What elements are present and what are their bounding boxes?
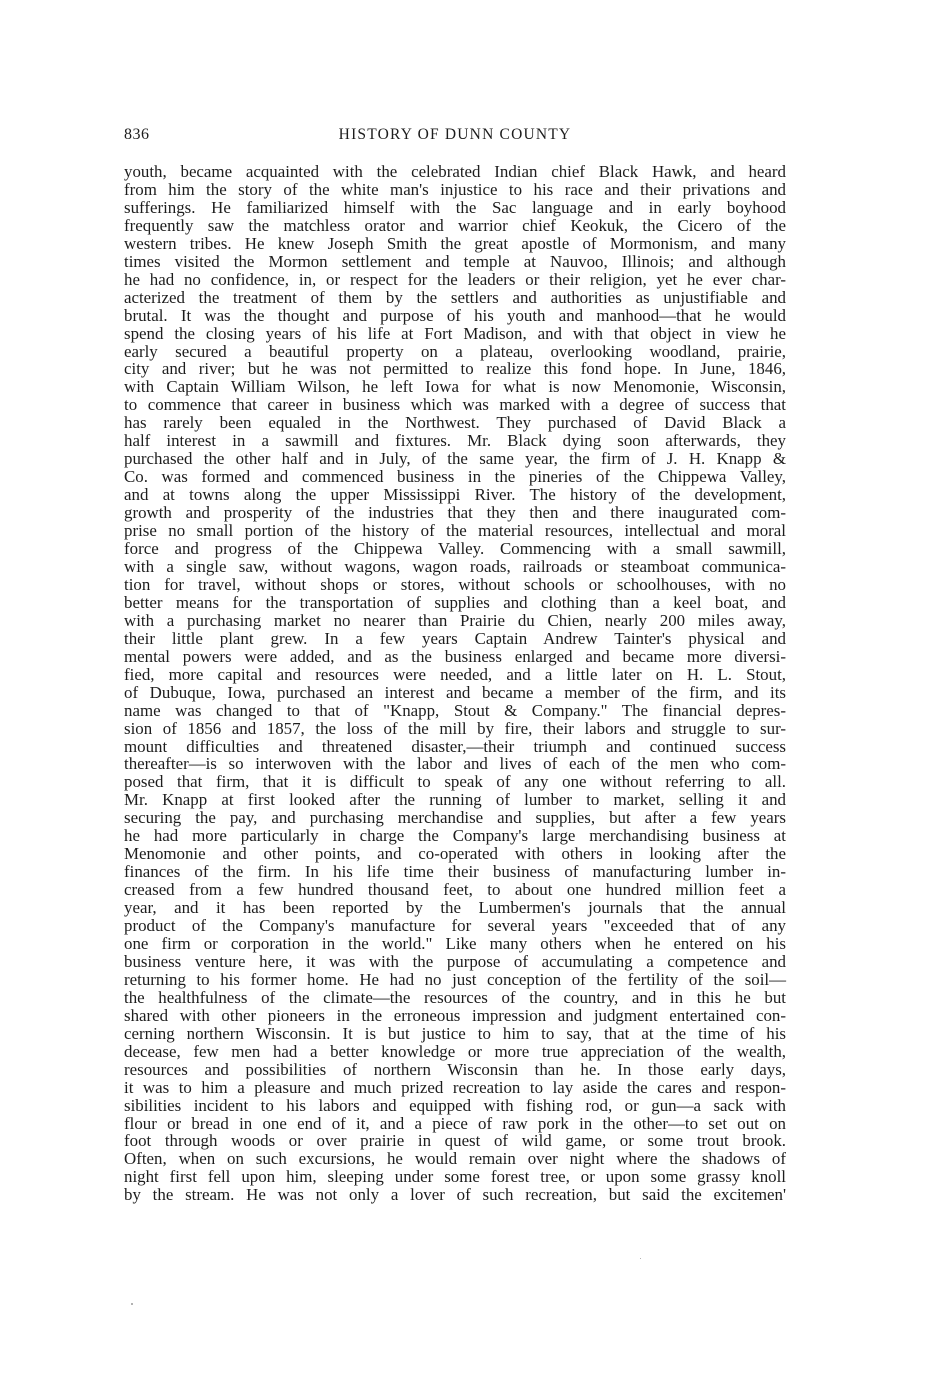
- text-line: it was to him a pleasure and much prized recreation to lay aside the cares and respon-: [124, 1077, 786, 1097]
- text-line: returning to his former home. He had no just conception of the fertility of the soil—: [124, 969, 786, 989]
- page-number: 836: [124, 126, 150, 143]
- text-line: times visited the Mormon settlement and temple at Nauvoo, Illinois; and although: [124, 251, 786, 271]
- text-line: flour or bread in one end of it, and a piece of raw pork in the other—to set out on: [124, 1113, 786, 1133]
- text-line: decease, few men had a better knowledge or more true appreciation of the wealth,: [124, 1041, 786, 1061]
- text-line: product of the Company's manufacture for several years "exceeded that of any: [124, 916, 786, 936]
- text-line: finances of the firm. In his life time their business of manufacturing lumber in-: [124, 862, 786, 882]
- paper-speck: [640, 1258, 641, 1259]
- text-line: half interest in a sawmill and fixtures. Mr. Black dying soon afterwards, they: [124, 431, 786, 451]
- text-line: shared with other pioneers in the erroneous impression and judgment entertained con-: [124, 1005, 786, 1025]
- text-line: from him the story of the white man's injustice to his race and their privations and: [124, 179, 786, 199]
- text-line: mount difficulties and threatened disaster,—their triumph and continued success: [124, 736, 786, 756]
- text-line: brutal. It was the thought and purpose of his youth and manhood—that he would: [124, 305, 786, 325]
- text-line: sibilities incident to his labors and equipped with fishing rod, or gun—a sack with: [124, 1095, 786, 1115]
- text-line: sufferings. He familiarized himself with the Sac language and in early boyhood: [124, 197, 786, 217]
- text-line: Co. was formed and commenced business in the pineries of the Chippewa Valley,: [124, 467, 786, 487]
- text-line: mental powers were added, and as the business enlarged and became more diversi-: [124, 646, 786, 666]
- text-line: Mr. Knapp at first looked after the running of lumber to market, selling it and: [124, 790, 786, 810]
- text-line: tion for travel, without shops or stores, without schools or schoolhouses, with no: [124, 574, 786, 594]
- text-line: foot through woods or over prairie in quest of wild game, or some trout brook.: [124, 1131, 786, 1151]
- text-line: night first fell upon him, sleeping under some forest tree, or upon some grassy knoll: [124, 1167, 786, 1187]
- running-title: HISTORY OF DUNN COUNTY: [338, 126, 572, 143]
- text-line: of Dubuque, Iowa, purchased an interest and became a member of the firm, and its: [124, 682, 786, 702]
- text-line: with a purchasing market no nearer than Prairie du Chien, nearly 200 miles away,: [124, 610, 786, 630]
- text-line: better means for the transportation of supplies and clothing than a keel boat, and: [124, 592, 786, 612]
- text-line: to commence that career in business which was marked with a degree of success that: [124, 395, 786, 415]
- text-line: with Captain William Wilson, he left Iowa for what is now Menomonie, Wisconsin,: [124, 377, 786, 397]
- text-line: Often, when on such excursions, he would remain over night where the shadows of: [124, 1149, 786, 1169]
- text-line: the healthfulness of the climate—the resources of the country, and in this he but: [124, 987, 786, 1007]
- text-line: early secured a beautiful property on a plateau, overlooking woodland, prairie,: [124, 341, 786, 361]
- text-line: one firm or corporation in the world." Like many others when he entered on his: [124, 933, 786, 953]
- text-line: Menomonie and other points, and co-operated with others in looking after the: [124, 844, 786, 864]
- text-line: posed that firm, that it is difficult to speak of any one without referring to all.: [124, 772, 786, 792]
- text-line: he had more particularly in charge the Company's large merchandising business at: [124, 826, 786, 846]
- text-line: frequently saw the matchless orator and warrior chief Keokuk, the Cicero of the: [124, 215, 786, 235]
- text-line: securing the pay, and purchasing merchandise and supplies, but after a few years: [124, 808, 786, 828]
- text-line: purchased the other half and in July, of the same year, the firm of J. H. Knapp &: [124, 449, 786, 469]
- text-line: business venture here, it was with the purpose of accumulating a competence and: [124, 951, 786, 971]
- text-line: has rarely been equaled in the Northwest. They purchased of David Black a: [124, 413, 786, 433]
- text-line: growth and prosperity of the industries that they then and there inaugurated com-: [124, 503, 786, 523]
- text-line: he had no confidence, in, or respect for the leaders or their religion, yet he ever char-: [124, 269, 786, 289]
- text-line: creased from a few hundred thousand feet, to about one hundred million feet a: [124, 880, 786, 900]
- text-line: city and river; but he was not permitted to realize this fond hope. In June, 1846,: [124, 359, 786, 379]
- text-line: force and progress of the Chippewa Valley. Commencing with a small sawmill,: [124, 539, 786, 559]
- body-text: [124, 163, 786, 1204]
- text-line: spend the closing years of his life at Fort Madison, and with that object in view he: [124, 323, 786, 343]
- text-line: cerning northern Wisconsin. It is but justice to him to say, that at the time of his: [124, 1023, 786, 1043]
- paper-speck: [131, 1303, 133, 1305]
- text-line: year, and it has been reported by the Lumbermen's journals that the annual: [124, 898, 786, 918]
- page-header: [124, 126, 786, 150]
- text-line: sion of 1856 and 1857, the loss of the mill by fire, their labors and struggle to sur-: [124, 718, 786, 738]
- text-line: name was changed to that of "Knapp, Stout & Company." The financial depres-: [124, 700, 786, 720]
- text-line: fied, more capital and resources were needed, and a little later on H. L. Stout,: [124, 664, 786, 684]
- text-line: prise no small portion of the history of the material resources, intellectual and moral: [124, 521, 786, 541]
- text-line: their little plant grew. In a few years Captain Andrew Tainter's physical and: [124, 628, 786, 648]
- text-line: western tribes. He knew Joseph Smith the great apostle of Mormonism, and many: [124, 233, 786, 253]
- text-line: resources and possibilities of northern Wisconsin than he. In those early days,: [124, 1059, 786, 1079]
- text-line: by the stream. He was not only a lover of such recreation, but said the excitemen': [124, 1185, 786, 1205]
- text-line: and at towns along the upper Mississippi River. The history of the development,: [124, 485, 786, 505]
- text-line: with a single saw, without wagons, wagon roads, railroads or steamboat communica-: [124, 556, 786, 576]
- text-line: youth, became acquainted with the celebrated Indian chief Black Hawk, and heard: [124, 162, 786, 181]
- text-line: acterized the treatment of them by the settlers and authorities as unjustifiable and: [124, 287, 786, 307]
- text-line: thereafter—is so interwoven with the labor and lives of each of the men who com-: [124, 754, 786, 774]
